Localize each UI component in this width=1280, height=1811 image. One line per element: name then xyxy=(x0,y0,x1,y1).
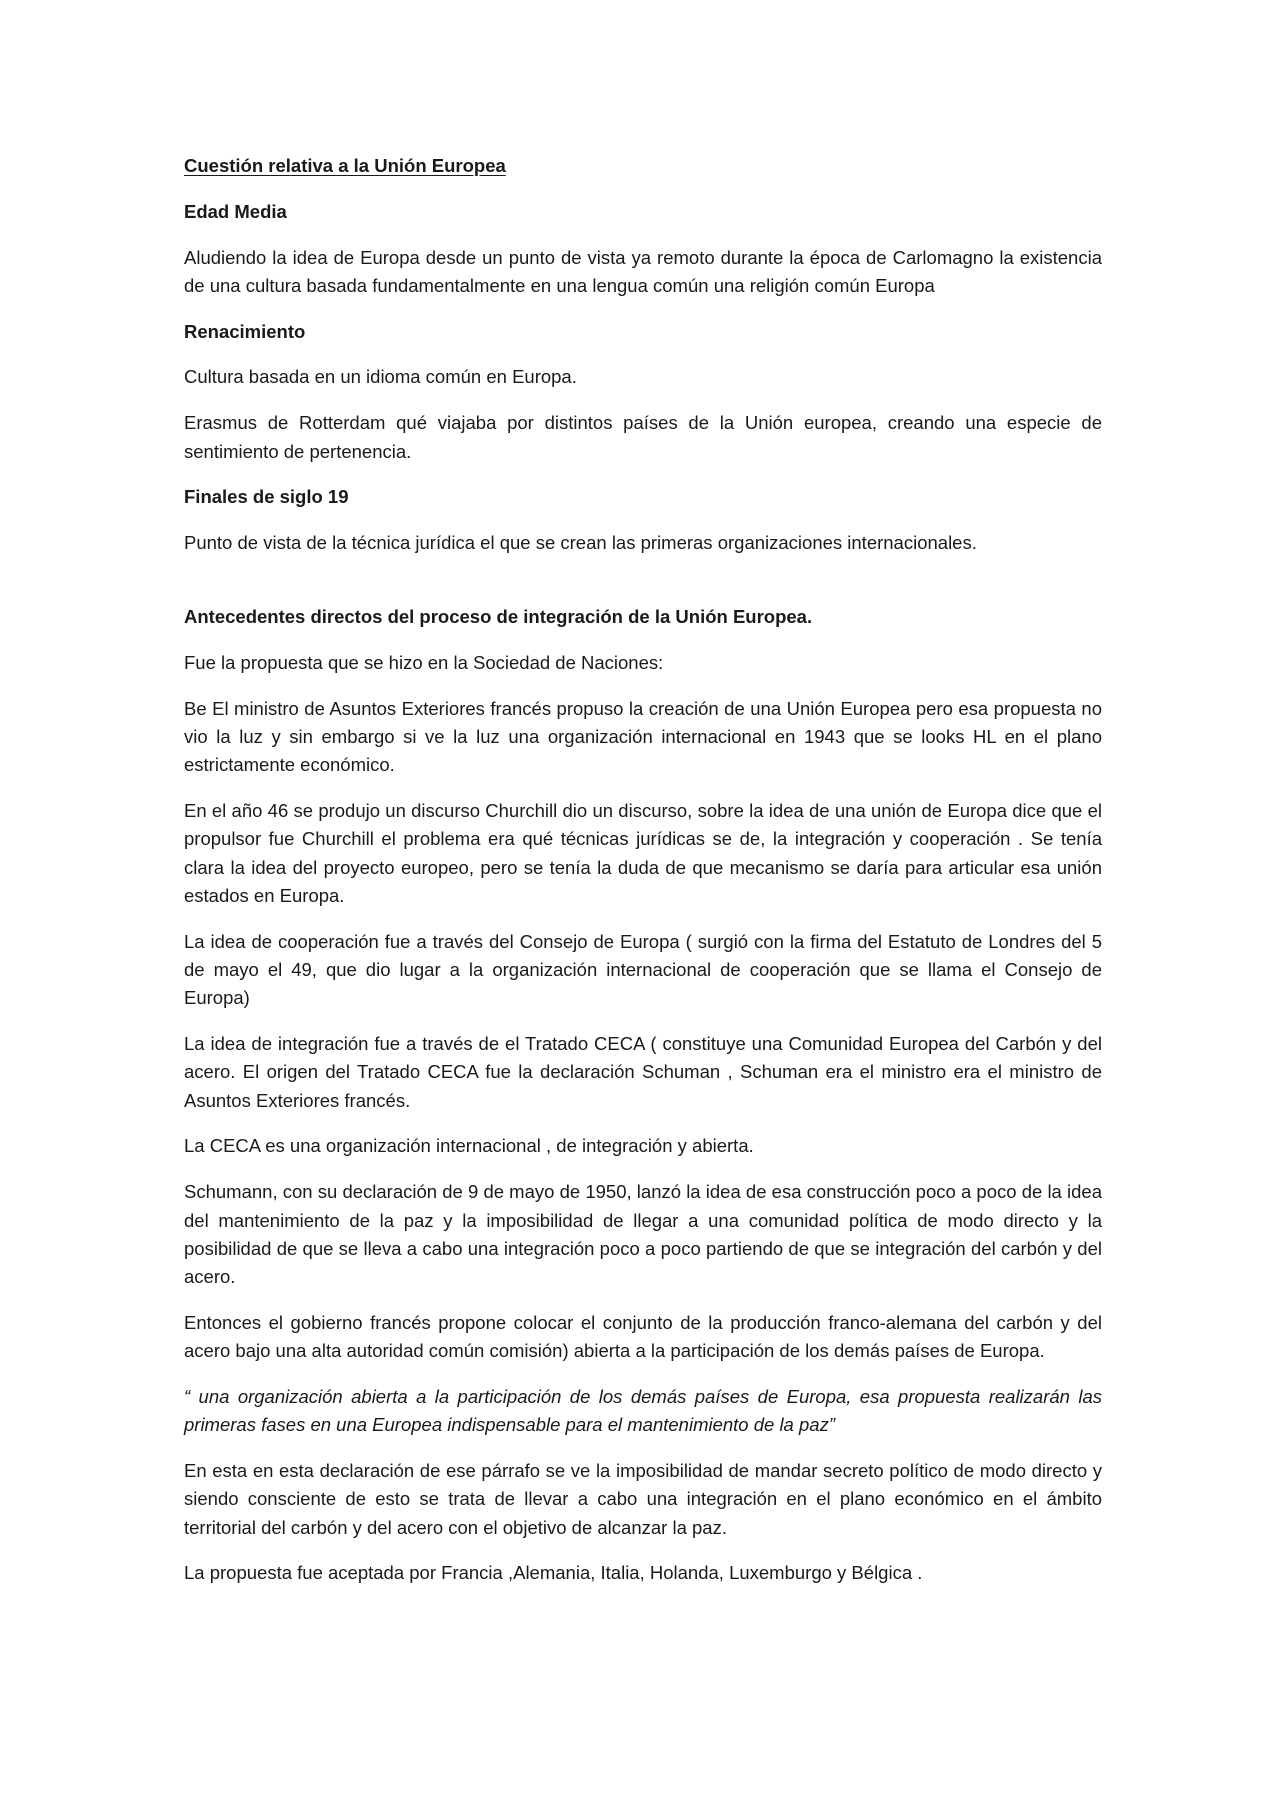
paragraph-antecedentes-1: Fue la propuesta que se hizo en la Sociedad de Naciones: xyxy=(184,651,664,673)
paragraph-antecedentes-10: La propuesta fue aceptada por Francia ,Alemania, Italia, Holanda, Luxemburgo y Bélgica . xyxy=(184,1562,923,1584)
document-page xyxy=(184,152,1102,1605)
paragraph-antecedentes-9: En esta en esta declaración de ese párrafo se ve la imposibilidad de mandar secreto político de modo directo y siendo consciente de esto se trata de llevar a cabo una integración en el plano económico en el ámbito territorial del carbón y del acero con el objetivo de alcanzar la paz. xyxy=(184,1460,1102,1538)
paragraph-antecedentes-8: Entonces el gobierno francés propone colocar el conjunto de la producción franco-alemana del carbón y del acero bajo una alta autoridad común comisión) abierta a la participación de los demás países de Europa. xyxy=(184,1311,1102,1362)
heading-antecedentes: Antecedentes directos del proceso de integración de la Unión Europea. xyxy=(184,605,813,627)
paragraph-edad-media: Aludiendo la idea de Europa desde un punto de vista ya remoto durante la época de Carlomagno la existencia de una cultura basada fundamentalmente en una lengua común una religión común Europa xyxy=(184,246,1102,296)
quote-paragraph: “ una organización abierta a la participación de los demás países de Europa, esa propuesta realizarán las primeras fases en una Europea indispensable para el mantenimiento de la paz” xyxy=(184,1386,1102,1436)
paragraph-antecedentes-6: La CECA es una organización internacional , de integración y abierta. xyxy=(184,1135,754,1157)
paragraph-renacimiento-1: Cultura basada en un idioma común en Europa. xyxy=(184,366,577,388)
heading-renacimiento: Renacimiento xyxy=(184,320,306,342)
paragraph-antecedentes-7: Schumann, con su declaración de 9 de mayo de 1950, lanzó la idea de esa construcción poco a poco de la idea del mantenimiento de la paz y la imposibilidad de llegar a una comunidad política de modo directo y la posibilidad de que se lleva a cabo una integración poco a poco partiendo de que se integración del carbón y del acero. xyxy=(184,1181,1102,1288)
paragraph-antecedentes-2: Be El ministro de Asuntos Exteriores francés propuso la creación de una Unión Europea pero esa propuesta no vio la luz y sin embargo si ve la luz una organización internacional en 1943 que se looks HL en el plano estrictamente económico. xyxy=(184,697,1102,776)
document-title: Cuestión relativa a la Unión Europea xyxy=(184,155,506,176)
paragraph-antecedentes-5: La idea de integración fue a través de el Tratado CECA ( constituye una Comunidad Europea del Carbón y del acero. El origen del Tratado CECA fue la declaración Schuman , Schuman era el ministro era el ministro de Asuntos Exteriores francés. xyxy=(184,1033,1102,1111)
paragraph-renacimiento-2: Erasmus de Rotterdam qué viajaba por distintos países de la Unión europea, creando una especie de sentimiento de pertenencia. xyxy=(184,412,1102,462)
paragraph-antecedentes-3: En el año 46 se produjo un discurso Churchill dio un discurso, sobre la idea de una unión de Europa dice que el propulsor fue Churchill el problema era qué técnicas jurídicas se de, la integración y cooperación . Se tenía clara la idea del proyecto europeo, pero se tenía la duda de que mecanismo se daría para articular esa unión estados en Europa. xyxy=(184,799,1102,906)
blank-line xyxy=(184,575,1102,603)
heading-edad-media: Edad Media xyxy=(184,200,287,222)
paragraph-antecedentes-4: La idea de cooperación fue a través del Consejo de Europa ( surgió con la firma del Estatuto de Londres del 5 de mayo el 49, que dio lugar a la organización internacional de cooperación que se llama el Consejo de Europa) xyxy=(184,930,1102,1009)
heading-finales-siglo-19: Finales de siglo 19 xyxy=(184,486,349,508)
paragraph-finales-siglo-19: Punto de vista de la técnica jurídica el que se crean las primeras organizaciones internacionales. xyxy=(184,532,977,554)
